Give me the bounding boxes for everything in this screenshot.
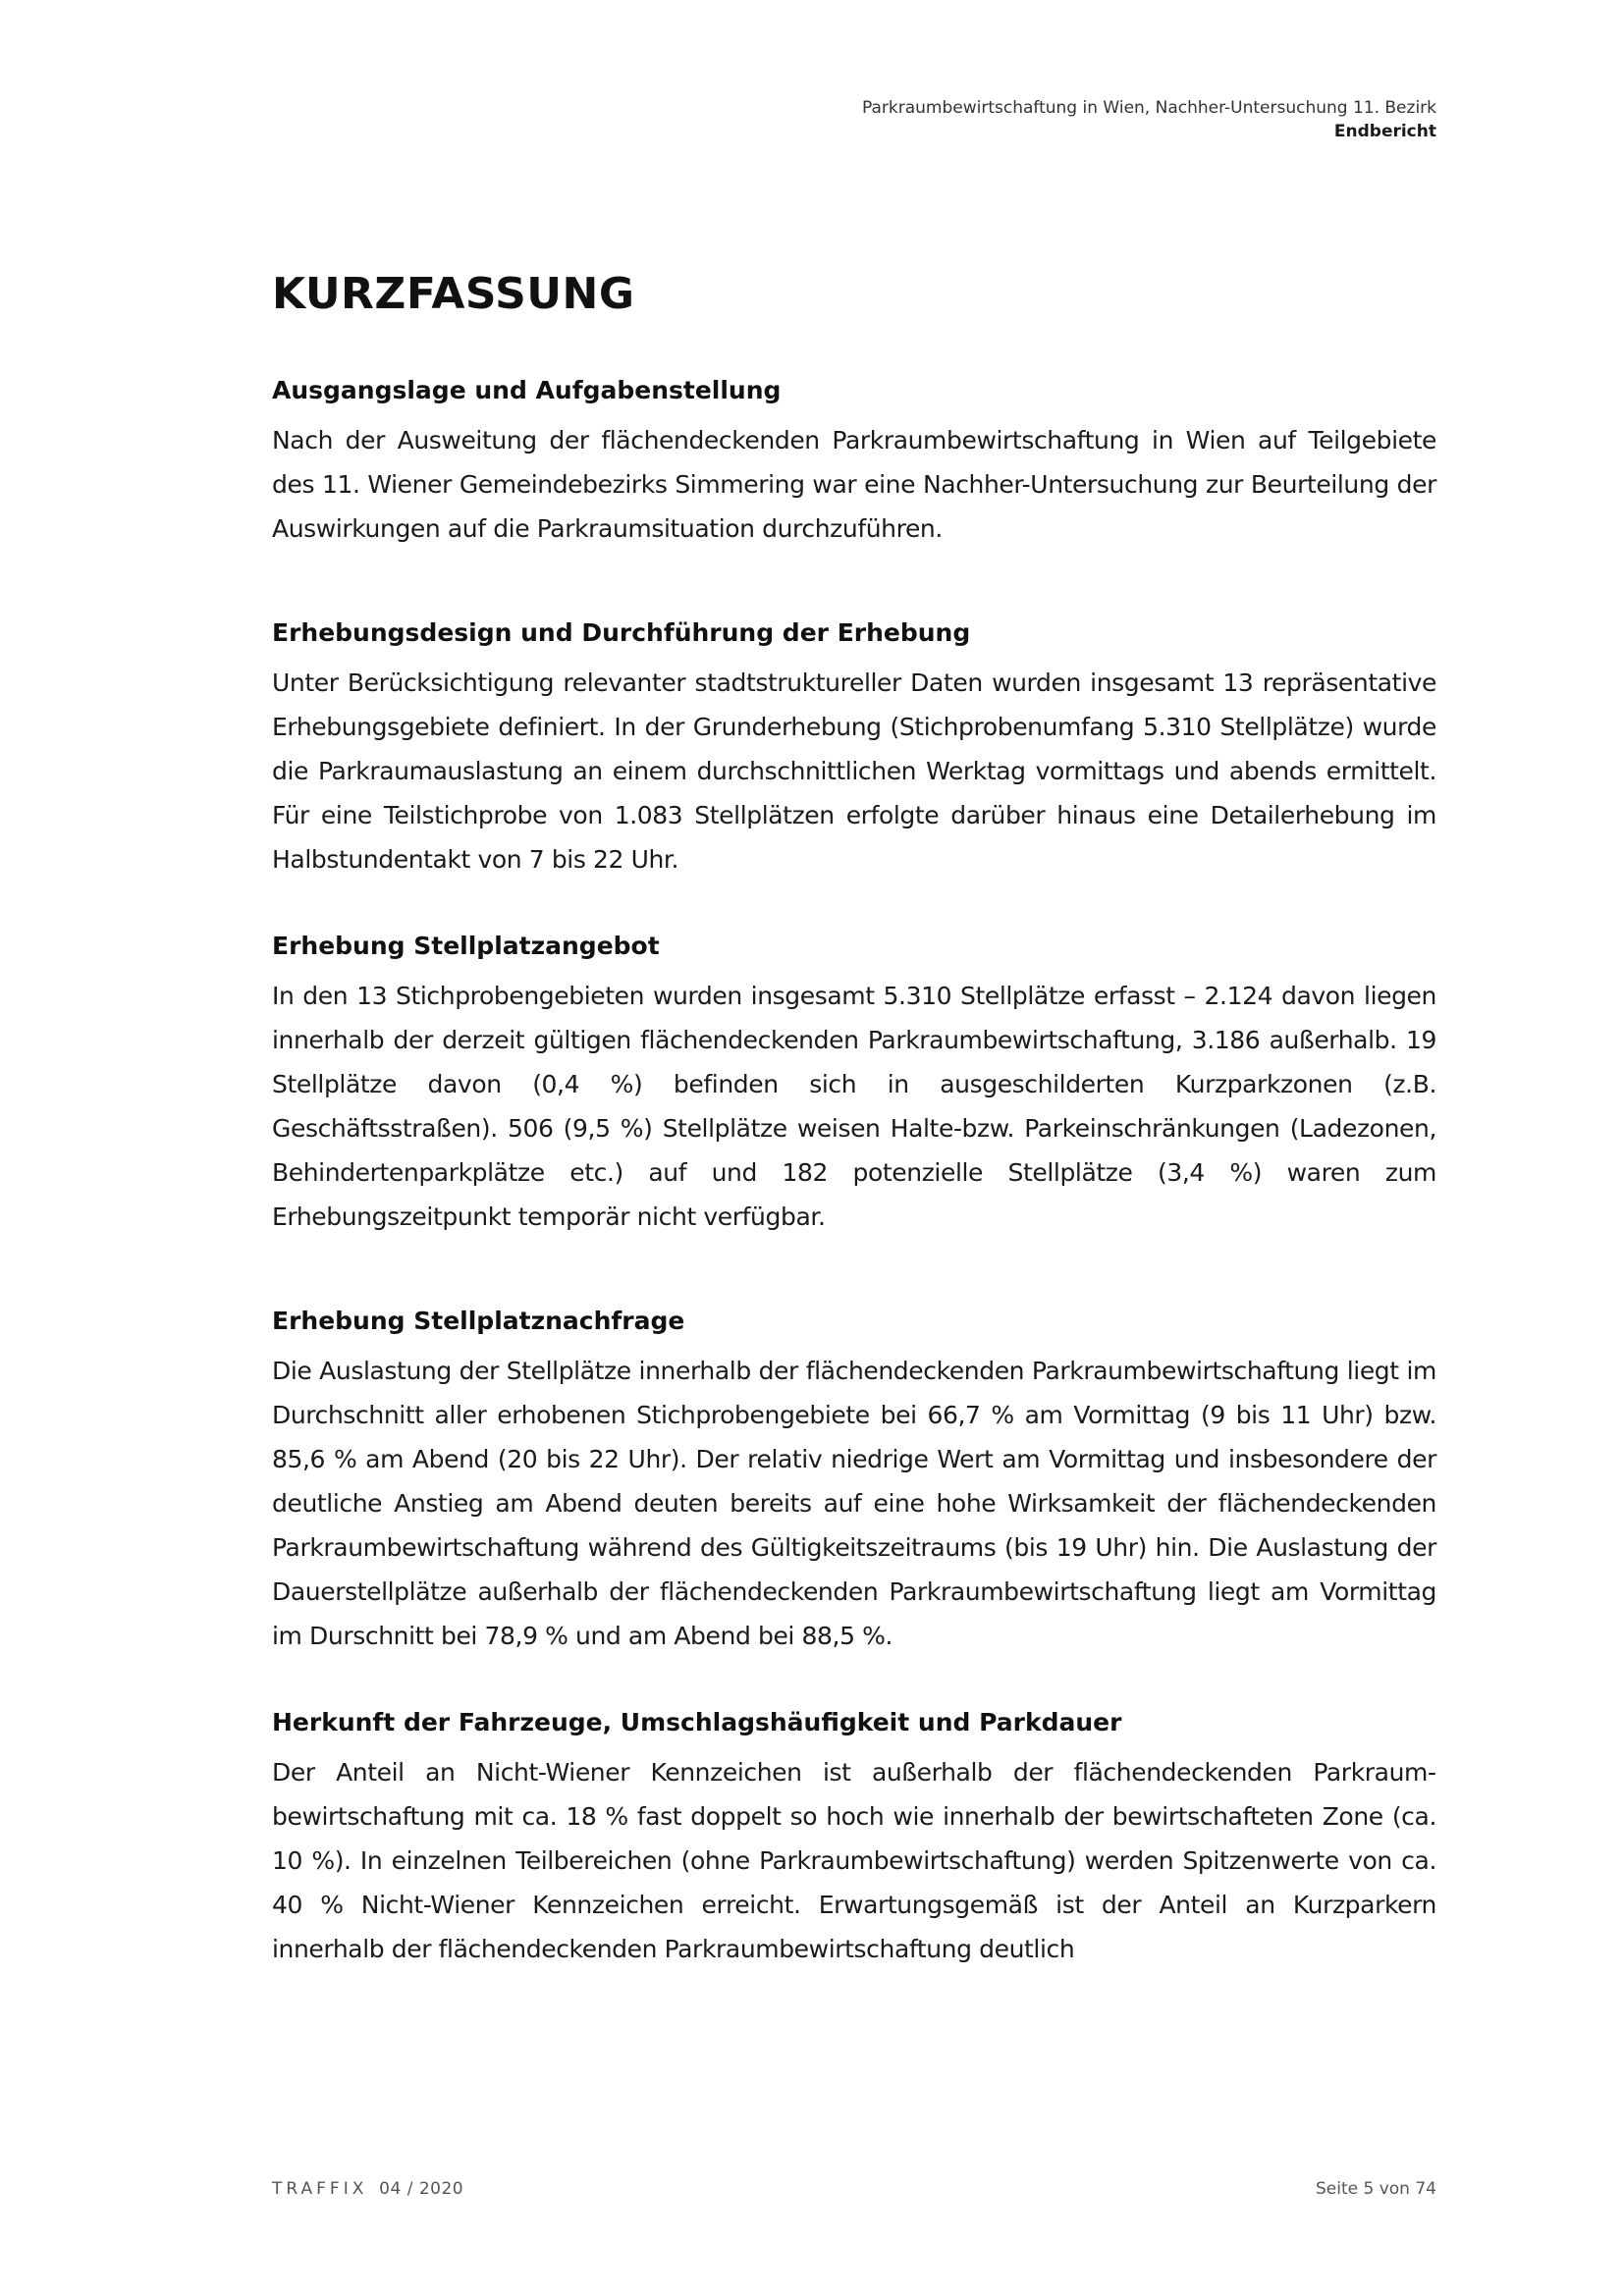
section-stellplatznachfrage [272,1304,1436,1658]
section-heading: Erhebung Stellplatzangebot [272,932,660,960]
page-content [272,265,1436,2018]
section-herkunft [272,1705,1436,1971]
section-paragraph: Der Anteil an Nicht-Wiener Kennzeichen ist außerhalb der flächendeckenden Parkraumbewirtschaftung mit ca. 18 % fast doppelt so hoch wie innerhalb der bewirtschafteten Zone (ca. 10 %). In einzelnen Teilbereichen (ohne Parkraumbewirtschaftung) werden Spitzenwerte von ca. 40 % Nicht-Wiener Kennzeichen erreicht. Erwartungsgemäß ist der Anteil an Kurzparkern innerhalb der flächendeckenden Parkraumbewirtschaftung deutlich [272,1758,1436,1963]
section-paragraph: In den 13 Stichprobengebieten wurden insgesamt 5.310 Stellplätze erfasst – 2.124 davon liegen innerhalb der derzeit gültigen flächendeckenden Parkraumbewirtschaftung, 3.186 außerhalb. 19 Stellplätze davon (0,4 %) befinden sich in ausgeschilderten Kurzparkzonen (z.B. Geschäftsstraßen). 506 (9,5 %) Stellplätze weisen Halte-bzw. Parkeinschränkungen (Ladezonen, Behindertenparkplätze etc.) auf und 182 potenzielle Stellplätze (3,4 %) waren zum Erhebungszeitpunkt temporär nicht verfügbar. [272,982,1436,1231]
section-stellplatzangebot [272,929,1436,1239]
section-paragraph: Unter Berücksichtigung relevanter stadtstruktureller Daten wurden insgesamt 13 repräsentative Erhebungsgebiete definiert. In der Grunderhebung (Stichprobenumfang 5.310 Stellplätze) wurde die Parkraumauslastung an einem durchschnittlichen Werktag vormittags und abends ermittelt. Für eine Teilstichprobe von 1.083 Stellplätzen erfolgte darüber hinaus eine Detailerhebung im Halbstundentakt von 7 bis 22 Uhr. [272,668,1436,874]
footer-brand: TRAFFIX [272,2179,368,2199]
running-header [862,96,1436,143]
header-title: Parkraumbewirtschaftung in Wien, Nachher-Untersuchung 11. Bezirk [862,98,1436,118]
section-paragraph: Die Auslastung der Stellplätze innerhalb der flächendeckenden Parkraumbewirtschaftung liegt im Durchschnitt aller erhobenen Stichprobengebiete bei 66,7 % am Vormittag (9 bis 11 Uhr) bzw. 85,6 % am Abend (20 bis 22 Uhr). Der relativ niedrige Wert am Vormittag und insbesondere der deutliche Anstieg am Abend deuten bereits auf eine hohe Wirksamkeit der flächendeckenden Parkraumbewirtschaftung während des Gültigkeitszeitraums (bis 19 Uhr) hin. Die Auslastung der Dauerstellplätze außerhalb der flächendeckenden Parkraumbewirtschaftung liegt am Vormittag im Durschnitt bei 78,9 % und am Abend bei 88,5 %. [272,1357,1436,1650]
section-heading: Erhebung Stellplatznachfrage [272,1307,685,1335]
footer-page-number: Seite 5 von 74 [1316,2179,1436,2199]
page-title: KURZFASSUNG [272,269,635,319]
section-heading: Erhebungsdesign und Durchführung der Erhebung [272,618,971,647]
section-ausgangslage [272,373,1436,551]
header-subtitle: Endbericht [1333,122,1436,141]
footer-date: 04 / 2020 [379,2179,464,2199]
section-heading: Herkunft der Fahrzeuge, Umschlagshäufigkeit und Parkdauer [272,1708,1122,1736]
section-heading: Ausgangslage und Aufgabenstellung [272,376,782,404]
footer-left [272,2177,463,2201]
section-paragraph: Nach der Ausweitung der flächendeckenden Parkraumbewirtschaftung in Wien auf Teilgebiete des 11. Wiener Gemeindebezirks Simmering war eine Nachher-Untersuchung zur Beurteilung der Auswirkungen auf die Parkraumsituation durchzuführen. [272,426,1436,543]
section-erhebungsdesign [272,615,1436,881]
